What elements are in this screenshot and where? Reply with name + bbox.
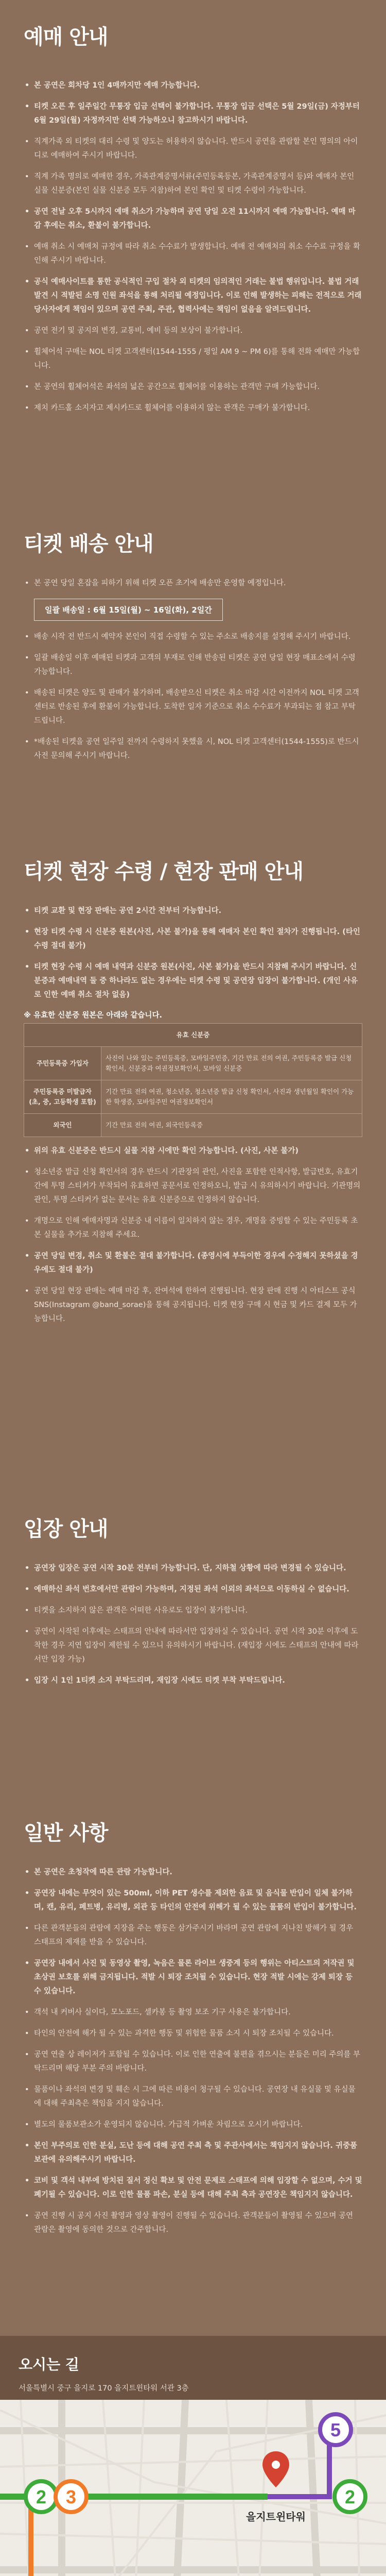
list-item: • 티켓 교환 및 현장 판매는 공연 2시간 전부터 가능합니다. bbox=[24, 904, 362, 918]
list-item: • 예매하신 좌석 번호에서만 관람이 가능하며, 지정된 좌석 이외의 좌석으로 이동하실 수 없습니다. bbox=[24, 1583, 362, 1597]
delivery-list-bottom bbox=[24, 630, 362, 763]
list-item: • 공연장 입장은 공연 시작 30분 전부터 가능합니다. 단, 지하철 상황에 따라 변경될 수 있습니다. bbox=[24, 1562, 362, 1575]
reservation-section bbox=[0, 0, 386, 528]
table-header: 유효 신분증 bbox=[24, 1024, 362, 1047]
list-item: • 제치 카드홀 소지자고 제시카드로 휠체어를 이용하지 않는 관객은 구매가 불가합니다. bbox=[24, 401, 362, 415]
id-table bbox=[24, 1023, 362, 1137]
list-item: • 코비 및 객석 내부에 방치된 질서 정신 확보 및 안전 문제로 스태프에 의해 입장할 수 없으며, 수거 및 폐기될 수 있습니다. 이로 인한 물품 파손, 분실 등에 대해 주최 측과 공연장은 책임지지 않습니다. bbox=[24, 2174, 362, 2202]
location-title: 오시는 길 bbox=[19, 2356, 79, 2373]
list-item: • 공연 연출 상 레이저가 포함될 수 있습니다. 이로 인한 연출에 불편을 겪으시는 분들은 미리 주의를 부탁드리며 해당 부분 주의 바랍니다. bbox=[24, 2048, 362, 2076]
entry-section bbox=[0, 1513, 386, 1817]
list-item: • 객석 내 커버사 실이다, 모노포드, 셀카봉 등 촬영 보조 기구 사용은 불가합니다. bbox=[24, 2006, 362, 2020]
line-2-label-left: 2 bbox=[36, 2486, 47, 2507]
venue-label: 을지트윈타워 bbox=[246, 2512, 306, 2523]
list-item: • 배송 시작 전 반드시 예약자 본인이 직접 수령할 수 있는 주소로 배송지를 설정해 주시기 바랍니다. bbox=[24, 630, 362, 644]
line-5-label: 5 bbox=[330, 2419, 341, 2441]
list-item: • 입장 시 1인 1티켓 소지 부탁드리며, 재입장 시에도 티켓 부착 부탁드립니다. bbox=[24, 1674, 362, 1688]
delivery-title: 티켓 배송 안내 bbox=[24, 532, 153, 556]
location-address: 서울특별시 중구 을지로 170 을지트윈타워 서관 3층 bbox=[19, 2384, 189, 2393]
list-item: • 일괄 배송일 이후 예매된 티켓과 고객의 부재로 인해 반송된 티켓은 공연 당일 현장 매표소에서 수령 가능합니다. bbox=[24, 651, 362, 679]
list-item: • 티켓 현장 수령 시 예매 내역과 신분증 원본(사진, 사본 불가)을 반드시 지참해 주시기 바랍니다. 신분증과 예매내역 둘 중 하나라도 없는 경우에는 티켓 수령 및 공연장 입장이 불가합니다. (개인 사유로 인한 예매 취소 절차 없음) bbox=[24, 960, 362, 1002]
list-item: • 티켓을 소지하지 않은 관객은 어떠한 사유로도 입장이 불가합니다. bbox=[24, 1604, 362, 1618]
list-item: • 청소년증 발급 신청 확인서의 경우 반드시 기관장의 관인, 사진을 포함한 인적사항, 발급번호, 유효기간에 투명 스티커가 부착되어 유효하면 공문서로 인정하오니, 발급 시 유의하시기 바랍니다. 기관명의 관인, 투명 스티커가 없는 문서는 유효 신분증으로 인정하지 않습니다. bbox=[24, 1165, 362, 1207]
list-item: • 공연 전날 오후 5시까지 예매 취소가 가능하며 공연 당일 오전 11시까지 예매 가능합니다. 예매 마감 후에는 취소, 환불이 불가합니다. bbox=[24, 205, 362, 233]
list-item: • 공연 전기 및 공지의 변경, 교통비, 예비 등의 보상이 불가합니다. bbox=[24, 324, 362, 338]
table-cell: 주민등록증 가입자 bbox=[24, 1047, 101, 1080]
line-3-label: 3 bbox=[65, 2486, 77, 2507]
map-graphic bbox=[0, 2400, 386, 2576]
list-item: • 공연 당일 변경, 취소 및 환불은 절대 불가합니다. (종영시에 부득이한 경우에 수정해지 못하셨을 경우에도 절대 불가) bbox=[24, 1249, 362, 1277]
list-item: • 개명으로 인해 예매자명과 신분증 내 이름이 일치하지 않는 경우, 개명을 증빙할 수 있는 주민등록 초본 실물을 추가로 지참해 주세요. bbox=[24, 1214, 362, 1242]
delivery-period-box: 일괄 배송일 : 6월 15일(월) ~ 16일(화), 2일간 bbox=[34, 599, 223, 621]
list-item: • 타인의 안전에 해가 될 수 있는 과격한 행동 및 위험한 물품 소지 시 퇴장 조치될 수 있습니다. bbox=[24, 2027, 362, 2041]
delivery-list-top bbox=[24, 577, 362, 590]
list-item: • 휠체어석 구매는 NOL 티켓 고객센터(1544-1555 / 평일 AM 9 ~ PM 6)를 통해 전화 예매만 가능합니다. bbox=[24, 345, 362, 373]
general-section bbox=[0, 1817, 386, 2336]
list-item: • 공연장 내에는 무엇이 있는 500ml, 이하 PET 생수를 제외한 음료 및 음식물 반입이 일체 불가하며, 캔, 유리, 페트병, 유리병, 외관 등 타인의 안전에 위해가 될 수 있는 물품의 반입이 불가합니다. bbox=[24, 1887, 362, 1914]
list-item: • 공연 진행 시 공지 사진 촬영과 영상 촬영이 진행될 수 있습니다. 관객분들이 촬영될 수 있으며 공연 관람은 촬영에 동의한 것으로 간주합니다. bbox=[24, 2209, 362, 2237]
list-item: • 공식 예매사이트를 통한 공식적인 구입 절차 외 티켓의 임의적인 거래는 불법 행위입니다. 불법 거래 발견 시 적발된 소명 인원 좌석을 통해 처리될 예정입니다. 이로 인해 발생하는 피해는 전적으로 거래 당사자에게 책임이 있으며 공연 주최, 주관, 협력사에는 책임이 없음을 알려드립니다. bbox=[24, 275, 362, 317]
list-item: • 본 공연의 휠체어석은 좌석의 넓은 공간으로 휠체어를 이용하는 관객만 구매 가능합니다. bbox=[24, 380, 362, 394]
onsite-list-2 bbox=[24, 1144, 362, 1326]
list-item: • 위의 유효 신분증은 반드시 실물 지참 시에만 확인 가능합니다. (사진, 사본 불가) bbox=[24, 1144, 362, 1158]
table-row bbox=[24, 1047, 362, 1080]
list-item: • *배송된 티켓을 공연 일주일 전까지 수령하지 못했을 시, NOL 티켓 고객센터(1544-1555)로 반드시 사전 문의해 주시기 바랍니다. bbox=[24, 735, 362, 763]
onsite-section bbox=[0, 855, 386, 1513]
list-item: • 공연 당일 현장 판매는 예매 마감 후, 잔여석에 한하여 진행됩니다. 현장 판매 진행 시 아티스트 공식 SNS(Instagram @band_sorae)을 통해 공지됩니다. 티켓 현장 구매 시 현금 및 카드 결제 모두 가능합니다. bbox=[24, 1284, 362, 1326]
reservation-title: 예매 안내 bbox=[24, 25, 108, 49]
list-item: • 본 공연 당일 혼잡을 피하기 위해 티켓 오픈 초기에 배송만 운영할 예정입니다. bbox=[24, 577, 362, 590]
location-map[interactable] bbox=[0, 2400, 386, 2576]
list-item: • 예매 취소 시 예매처 규정에 따라 취소 수수료가 발생합니다. 예매 전 예매처의 취소 수수료 규정을 확인해 주시기 바랍니다. bbox=[24, 240, 362, 268]
list-item: • 공연장 내에서 사진 및 동영상 촬영, 녹음은 물론 라이브 생중계 등의 행위는 아티스트의 저작권 및 초상권 보호를 위해 금지됩니다. 적발 시 퇴장 조치될 수 있습니다. 현장 적발 시에는 강제 퇴장 등 수 있습니다. bbox=[24, 1957, 362, 1998]
entry-title: 입장 안내 bbox=[24, 1517, 108, 1541]
onsite-title: 티켓 현장 수령 / 현장 판매 안내 bbox=[24, 860, 303, 884]
list-item: • 티켓 오픈 후 일주일간 무통장 입금 선택이 불가합니다. 무통장 입금 선택은 5월 29일(금) 자정부터 6월 29일(월) 자정까지만 선택 가능하오니 참고하시기 바랍니다. bbox=[24, 100, 362, 128]
list-item: • 본 공연은 초청작에 따른 관람 가능합니다. bbox=[24, 1866, 362, 1879]
onsite-list bbox=[24, 904, 362, 1002]
list-item: • 현장 티켓 수령 시 신분증 원본(사진, 사본 불가)을 통해 예매자 본인 확인 절차가 진행됩니다. (타인 수령 절대 불가) bbox=[24, 925, 362, 953]
table-cell: 사진이 나와 있는 주민등록증, 모바일주민증, 기간 만료 전의 여권, 주민등록증 발급 신청 확인서, 신분증과 여권정보확인서, 모바일 신분증 bbox=[101, 1047, 362, 1080]
list-item: • 직계 가족 명의로 예매한 경우, 가족관계증명서류(주민등록등본, 가족관계증명서 등)와 예매자 본인 실물 신분증(본인 실물 신분증 모두 지참)하여 본인 확인 및 티켓 수령이 가능합니다. bbox=[24, 170, 362, 198]
delivery-section bbox=[0, 528, 386, 855]
table-row bbox=[24, 1080, 362, 1114]
table-cell: 기간 만료 전의 여권, 외국인등록증 bbox=[101, 1114, 362, 1137]
table-cell: 기간 만료 전의 여권, 청소년증, 청소년증 발급 신청 확인서, 사진과 생년월일 확인이 가능한 학생증, 모바일주민 여권정보확인서 bbox=[101, 1080, 362, 1114]
list-item: • 배송된 티켓은 양도 및 판매가 불가하며, 배송받으신 티켓은 취소 마감 시간 이전까지 NOL 티켓 고객센터로 반송된 후에 환불이 가능합니다. 도착한 일자 기준으로 취소 수수료가 부과되는 점 참고 부탁드립니다. bbox=[24, 686, 362, 728]
table-cell: 외국인 bbox=[24, 1114, 101, 1137]
location-header bbox=[0, 2336, 386, 2400]
entry-list bbox=[24, 1562, 362, 1688]
table-cell: 주민등록증 미발급자 (초, 중, 고등학생 포함) bbox=[24, 1080, 101, 1114]
list-item: • 별도의 물품보관소가 운영되지 않습니다. 가급적 가벼운 차림으로 오시기 바랍니다. bbox=[24, 2118, 362, 2132]
reservation-list bbox=[24, 79, 362, 415]
line-2-label-right: 2 bbox=[344, 2486, 356, 2507]
table-row bbox=[24, 1114, 362, 1137]
general-title: 일반 사항 bbox=[24, 1821, 108, 1845]
general-list bbox=[24, 1866, 362, 2237]
list-item: • 공연이 시작된 이후에는 스태프의 안내에 따라서만 입장하실 수 있습니다. 공연 시작 30분 이후에 도착한 경우 지연 입장이 제한될 수 있으니 유의하시기 바랍니다. (재입장 시에도 스태프의 안내에 따라서만 입장 가능) bbox=[24, 1625, 362, 1667]
list-item: • 물품이나 좌석의 변경 및 훼손 시 그에 따른 비용이 청구될 수 있습니다. 공연장 내 유실물 및 유실물에 대해 주최측은 책임을 지지 않습니다. bbox=[24, 2083, 362, 2111]
location-section bbox=[0, 2336, 386, 2576]
list-item: • 다른 관객분들의 관람에 지장을 주는 행동은 삼가주시기 바라며 공연 관람에 지나친 방해가 될 경우 스태프의 제재를 받을 수 있습니다. bbox=[24, 1922, 362, 1950]
list-item: • 본 공연은 회차당 1인 4매까지만 예매 가능합니다. bbox=[24, 79, 362, 93]
id-note: ※ 유효한 신분증 원본은 아래와 같습니다. bbox=[24, 1011, 162, 1020]
list-item: • 직계가족 외 티켓의 대리 수령 및 양도는 허용하지 않습니다. 반드시 공연을 관람할 본인 명의의 아이디로 예매하여 주시기 바랍니다. bbox=[24, 135, 362, 163]
list-item: • 본인 부주의로 인한 분실, 도난 등에 대해 공연 주최 측 및 주관사에서는 책임지지 않습니다. 귀중품 보관에 유의해주시기 바랍니다. bbox=[24, 2139, 362, 2167]
